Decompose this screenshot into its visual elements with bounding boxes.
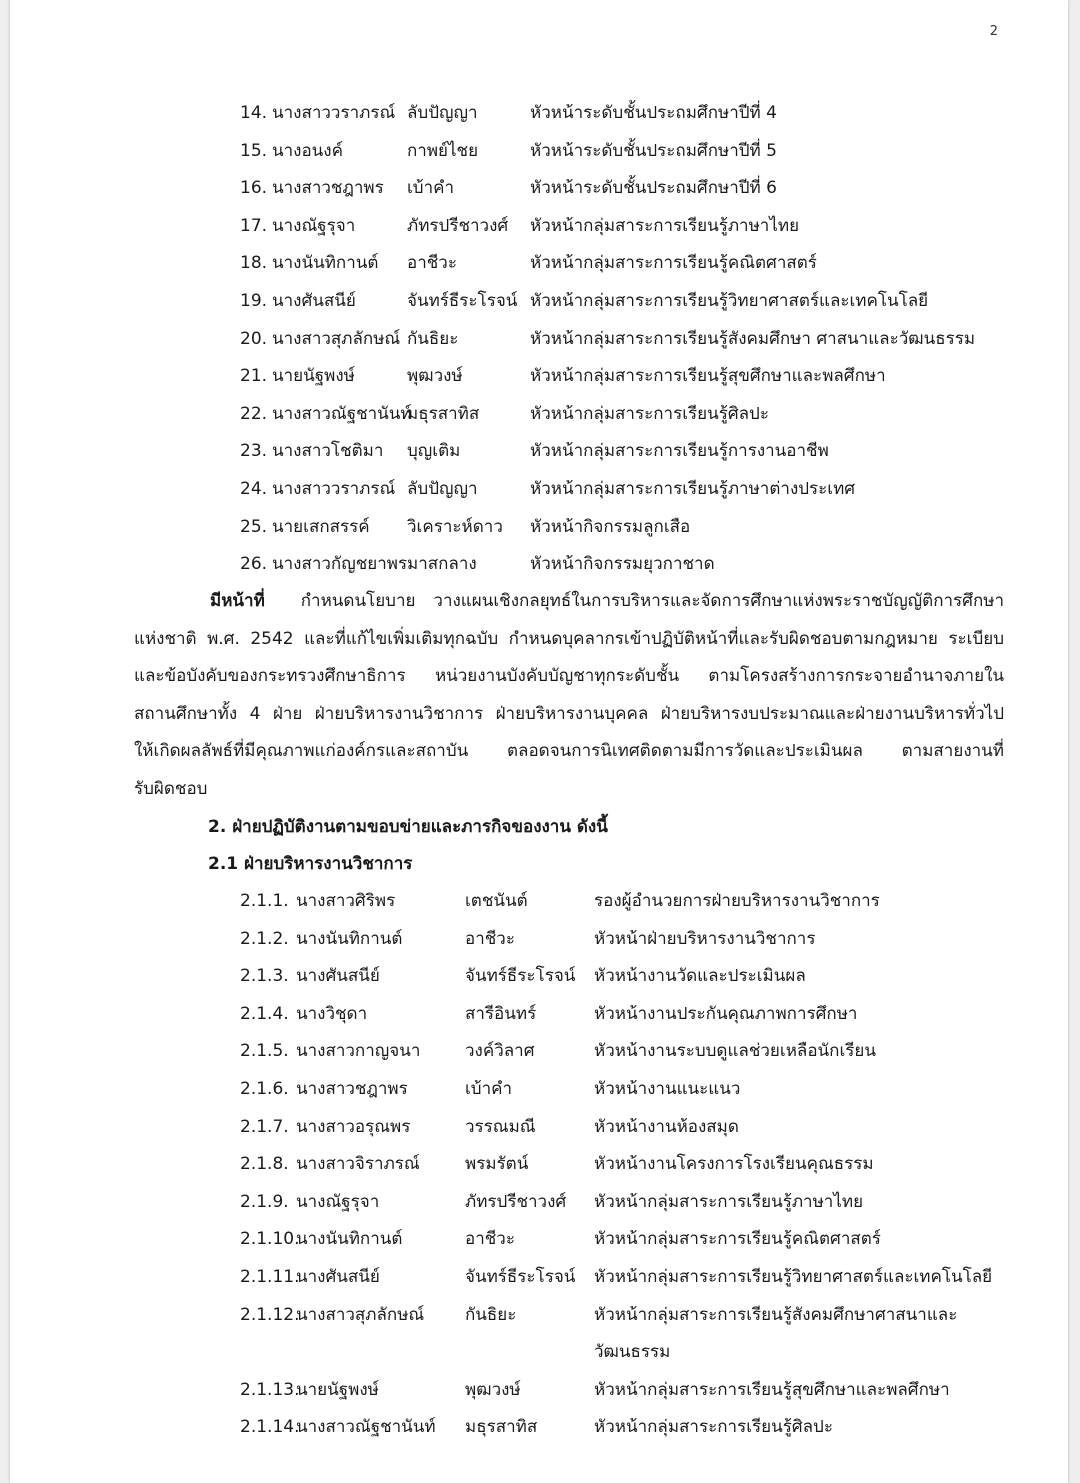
person-name: นางศันสนีย์ <box>296 966 380 987</box>
list-item <box>10 1076 1068 1102</box>
section-2-1-heading: 2.1 ฝ่ายบริหารงานวิชาการ <box>208 854 413 874</box>
person-surname: พุฒวงษ์ <box>407 366 463 387</box>
person-surname: มธุรสาทิส <box>407 403 480 424</box>
item-number: 2.1.10. <box>240 1229 300 1250</box>
person-role: หัวหน้างานวัดและประเมินผล <box>594 966 806 987</box>
item-number: 2.1.7. <box>240 1116 289 1137</box>
list-item <box>10 1038 1068 1064</box>
list-item <box>10 1302 1068 1328</box>
person-name: นางอนงค์ <box>272 140 343 161</box>
person-name: นางศันสนีย์ <box>296 1267 380 1287</box>
person-role: หัวหน้าฝ่ายบริหารงานวิชาการ <box>594 928 816 949</box>
person-role: หัวหน้ากลุ่มสาระการเรียนรู้คณิตศาสตร์ <box>594 1229 881 1250</box>
item-number: 23. <box>240 441 268 462</box>
person-role: หัวหน้าระดับชั้นประถมศึกษาปีที่ 5 <box>530 140 777 161</box>
item-number: 2.1.11. <box>240 1267 300 1287</box>
person-role: หัวหน้ากลุ่มสาระการเรียนรู้ภาษาไทย <box>530 215 800 236</box>
duty-label: มีหน้าที่ <box>210 591 265 611</box>
person-role: หัวหน้ากลุ่มสาระการเรียนรู้สุขศึกษาและพลศึกษา <box>530 366 886 387</box>
person-role: หัวหน้ากลุ่มสาระการเรียนรู้ภาษาไทย <box>594 1191 864 1212</box>
list-item <box>10 1001 1068 1027</box>
item-number: 2.1.2. <box>240 928 289 949</box>
duty-line: รับผิดชอบ <box>134 778 208 799</box>
person-surname: พุฒวงษ์ <box>465 1379 521 1400</box>
list-item <box>10 1151 1068 1177</box>
document-page <box>10 0 1068 1483</box>
person-name: นายนัฐพงษ์ <box>272 366 355 387</box>
person-role: วัฒนธรรม <box>594 1342 671 1363</box>
person-name: นางสาวสุภลักษณ์ <box>296 1304 425 1325</box>
person-surname: ลับปัญญา <box>407 479 478 499</box>
item-number: 26. <box>240 554 268 575</box>
list-item <box>10 888 1068 914</box>
person-surname: วิเคราะห์ดาว <box>407 516 503 537</box>
person-role: หัวหน้ากลุ่มสาระการเรียนรู้ศิลปะ <box>530 403 769 424</box>
item-number: 18. <box>240 253 268 274</box>
person-name: นางวิชุดา <box>296 1003 368 1024</box>
duty-line: แห่งชาติ พ.ศ. 2542 และที่แก้ไขเพิ่มเติมทุกฉบับ กำหนดบุคลากรเข้าปฏิบัติหน้าที่และรับผิดชอบตามกฎหมาย ระเบียบ <box>134 628 1004 649</box>
person-surname: เบ้าคำ <box>407 178 455 199</box>
item-number: 2.1.5. <box>240 1041 289 1062</box>
item-number: 2.1.9. <box>240 1191 289 1212</box>
person-name: นางนันทิกานต์ <box>296 1229 403 1250</box>
person-name: นางนันทิกานต์ <box>272 253 379 274</box>
person-name: นางสาวกาญจนา <box>296 1041 421 1062</box>
list-item <box>10 1114 1068 1140</box>
item-number: 24. <box>240 479 268 499</box>
list-item <box>10 363 1068 389</box>
duty-line <box>134 583 1004 621</box>
person-name: นายเสกสรรค์ <box>272 516 370 537</box>
person-role: หัวหน้ากลุ่มสาระการเรียนรู้สังคมศึกษา ศาสนาและวัฒนธรรม <box>530 328 976 349</box>
item-number: 2.1.6. <box>240 1079 289 1099</box>
list-item <box>10 551 1068 577</box>
list-item <box>10 1226 1068 1252</box>
person-surname: เตชนันต์ <box>465 891 528 911</box>
list-item <box>10 1339 1068 1365</box>
item-number: 21. <box>240 366 268 387</box>
person-role: หัวหน้างานประกันคุณภาพการศึกษา <box>594 1003 858 1024</box>
person-name: นางสาวณัฐชานันท์ <box>296 1417 436 1438</box>
person-surname: พรมรัตน์ <box>465 1154 529 1175</box>
person-role: หัวหน้ากิจกรรมยุวกาชาด <box>530 554 715 575</box>
person-name: นางสาวชฎาพร <box>296 1079 408 1099</box>
item-number: 2.1.12. <box>240 1304 300 1325</box>
item-number: 14. <box>240 103 268 123</box>
person-surname: ลับปัญญา <box>407 103 478 123</box>
person-surname: อาชีวะ <box>465 928 515 949</box>
person-role: หัวหน้างานแนะแนว <box>594 1079 741 1099</box>
item-number: 2.1.13. <box>240 1379 300 1400</box>
person-surname: จันทร์ธีระโรจน์ <box>465 966 576 987</box>
item-number: 17. <box>240 215 268 236</box>
person-name: นางสาววราภรณ์ <box>272 479 396 499</box>
person-role: หัวหน้างานห้องสมุด <box>594 1116 739 1137</box>
item-number: 2.1.1. <box>240 891 289 911</box>
list-item <box>10 250 1068 276</box>
person-surname: มาสกลาง <box>407 554 477 575</box>
list-item <box>10 438 1068 464</box>
person-role: หัวหน้ากลุ่มสาระการเรียนรู้ศิลปะ <box>594 1417 833 1438</box>
page-number: 2 <box>989 24 998 39</box>
person-role: หัวหน้ากลุ่มสาระการเรียนรู้คณิตศาสตร์ <box>530 253 817 274</box>
person-role: หัวหน้าระดับชั้นประถมศึกษาปีที่ 4 <box>530 103 777 123</box>
list-item <box>10 1264 1068 1290</box>
item-number: 2.1.3. <box>240 966 289 987</box>
list-item <box>10 476 1068 502</box>
person-surname: จันทร์ธีระโรจน์ <box>465 1267 576 1287</box>
person-role: รองผู้อำนวยการฝ่ายบริหารงานวิชาการ <box>594 891 880 911</box>
item-number: 20. <box>240 328 268 349</box>
duty-line: ให้เกิดผลลัพธ์ที่มีคุณภาพแก่องค์กรและสถาบัน ตลอดจนการนิเทศติดตามมีการวัดและประเมินผล ตามสายงานที่ <box>134 741 1004 761</box>
person-name: นางสาวโชติมา <box>272 441 384 462</box>
list-item <box>10 213 1068 239</box>
item-number: 25. <box>240 516 268 537</box>
person-surname: เบ้าคำ <box>465 1079 513 1099</box>
person-surname: จันทร์ธีระโรจน์ <box>407 291 518 311</box>
person-role: หัวหน้ากลุ่มสาระการเรียนรู้การงานอาชีพ <box>530 441 829 462</box>
person-role: หัวหน้าระดับชั้นประถมศึกษาปีที่ 6 <box>530 178 777 199</box>
person-role: หัวหน้ากิจกรรมลูกเสือ <box>530 516 691 537</box>
person-surname: กันธิยะ <box>407 328 459 349</box>
person-surname: กันธิยะ <box>465 1304 517 1325</box>
person-role: หัวหน้างานระบบดูแลช่วยเหลือนักเรียน <box>594 1041 876 1062</box>
duty-text: กำหนดนโยบาย วางแผนเชิงกลยุทธ์ในการบริหารและจัดการศึกษาแห่งพระราชบัญญัติการศึกษา <box>300 591 1004 611</box>
person-role: หัวหน้างานโครงการโรงเรียนคุณธรรม <box>594 1154 874 1175</box>
list-item <box>10 401 1068 427</box>
item-number: 22. <box>240 403 268 424</box>
list-item <box>10 138 1068 164</box>
list-item <box>10 1189 1068 1215</box>
person-surname: ภัทรปรีชาวงศ์ <box>407 215 509 236</box>
list-item <box>10 1414 1068 1440</box>
item-number: 19. <box>240 291 268 311</box>
item-number: 2.1.14. <box>240 1417 300 1438</box>
list-item <box>10 514 1068 540</box>
item-number: 2.1.4. <box>240 1003 289 1024</box>
person-surname: วรรณมณี <box>465 1116 536 1137</box>
list-item <box>10 1377 1068 1403</box>
duty-line: และข้อบังคับของกระทรวงศึกษาธิการ หน่วยงานบังคับบัญชาทุกระดับชั้น ตามโครงสร้างการกระจายอำนาจภายใน <box>134 666 1004 686</box>
person-name: นางนันทิกานต์ <box>296 928 403 949</box>
person-role: หัวหน้ากลุ่มสาระการเรียนรู้สังคมศึกษาศาสนาและ <box>594 1304 958 1325</box>
item-number: 16. <box>240 178 268 199</box>
list-item <box>10 963 1068 989</box>
person-surname: วงค์วิลาศ <box>465 1041 535 1062</box>
list-item <box>10 288 1068 314</box>
person-name: นางสาวกัญชยาพร <box>272 554 408 575</box>
person-surname: อาชีวะ <box>407 253 457 274</box>
person-name: นางสาวชฎาพร <box>272 178 384 199</box>
item-number: 15. <box>240 140 268 161</box>
list-item <box>10 926 1068 952</box>
person-surname: ภัทรปรีชาวงศ์ <box>465 1191 567 1212</box>
person-name: นางสาวศิริพร <box>296 891 396 911</box>
list-item <box>10 175 1068 201</box>
list-item <box>10 326 1068 352</box>
person-name: นางณัฐรุจา <box>272 215 356 236</box>
person-role: หัวหน้ากลุ่มสาระการเรียนรู้สุขศึกษาและพลศึกษา <box>594 1379 950 1400</box>
person-role: หัวหน้ากลุ่มสาระการเรียนรู้วิทยาศาสตร์และเทคโนโลยี <box>594 1267 993 1287</box>
item-number: 2.1.8. <box>240 1154 289 1175</box>
list-item <box>10 100 1068 126</box>
person-name: นางสาวณัฐชานันท์ <box>272 403 412 424</box>
person-surname: บุญเติม <box>407 441 461 462</box>
person-surname: มธุรสาทิส <box>465 1417 538 1438</box>
section-2-heading: 2. ฝ่ายปฏิบัติงานตามขอบข่ายและภารกิจของงาน ดังนี้ <box>208 817 608 837</box>
person-surname: กาพย์ไชย <box>407 140 479 161</box>
person-role: หัวหน้ากลุ่มสาระการเรียนรู้วิทยาศาสตร์และเทคโนโลยี <box>530 291 929 311</box>
person-name: นางสาวจิราภรณ์ <box>296 1154 420 1175</box>
person-name: นางสาวอรุณพร <box>296 1116 411 1137</box>
person-name: นางสาววราภรณ์ <box>272 103 396 123</box>
person-surname: สารีอินทร์ <box>465 1003 537 1024</box>
duty-line: สถานศึกษาทั้ง 4 ฝ่าย ฝ่ายบริหารงานวิชาการ ฝ่ายบริหารงานบุคคล ฝ่ายบริหารงบประมาณและฝ่ายงานบริหารทั่วไป <box>134 703 1004 724</box>
person-name: นางณัฐรุจา <box>296 1191 380 1212</box>
person-name: นายนัฐพงษ์ <box>296 1379 379 1400</box>
person-surname: อาชีวะ <box>465 1229 515 1250</box>
person-role: หัวหน้ากลุ่มสาระการเรียนรู้ภาษาต่างประเทศ <box>530 479 856 499</box>
person-name: นางศันสนีย์ <box>272 291 356 311</box>
person-name: นางสาวสุภลักษณ์ <box>272 328 401 349</box>
duty-paragraph <box>134 583 1004 808</box>
